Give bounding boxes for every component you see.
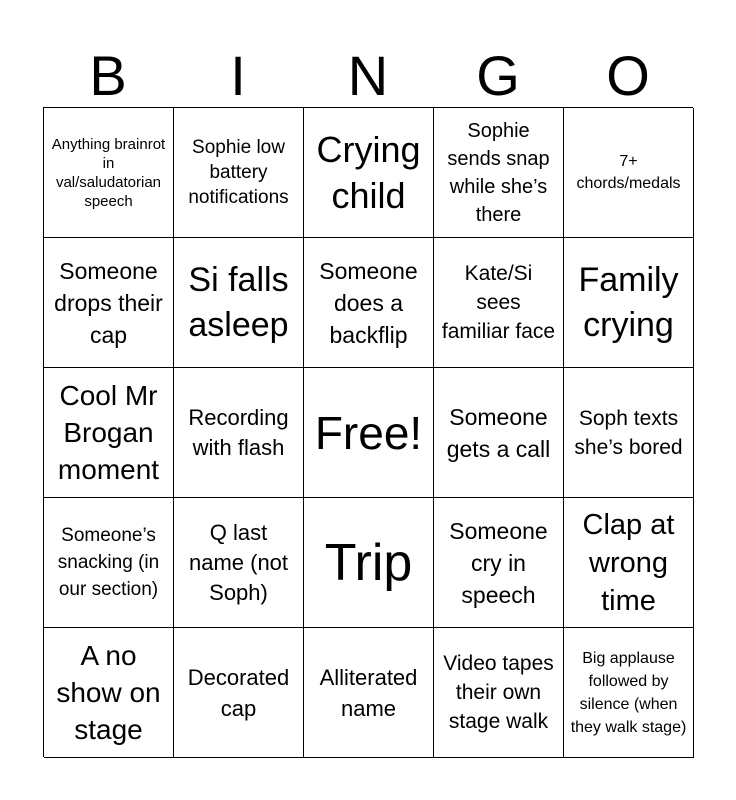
bingo-cell-text: Crying child	[316, 128, 421, 216]
bingo-cell-text: Sophie low battery notifications	[188, 137, 289, 208]
bingo-cell-text: Someone’s snacking (in our section)	[57, 525, 160, 600]
header-letter-i: I	[230, 44, 246, 107]
bingo-cell-text: Alliterated name	[319, 664, 418, 721]
bingo-cell[interactable]	[304, 108, 434, 238]
bingo-cell[interactable]	[304, 238, 434, 368]
bingo-cell-text: Someone drops their cap	[54, 257, 163, 348]
bingo-cell[interactable]	[434, 368, 564, 498]
header-letter-b: B	[89, 44, 127, 107]
bingo-cell[interactable]	[564, 108, 694, 238]
bingo-cell[interactable]	[564, 498, 694, 628]
bingo-cell[interactable]	[174, 498, 304, 628]
bingo-cell-text: Clap at wrong time	[582, 508, 675, 617]
bingo-cell[interactable]	[174, 108, 304, 238]
header-letter-o: O	[606, 44, 650, 107]
bingo-cell-text: A no show on stage	[56, 640, 161, 745]
free-space[interactable]	[304, 368, 434, 498]
bingo-cell[interactable]	[434, 108, 564, 238]
bingo-cell-text: Decorated cap	[187, 664, 290, 721]
bingo-cell-text: Soph texts she’s bored	[574, 406, 683, 459]
bingo-cell-text: Someone does a backflip	[319, 257, 418, 348]
bingo-cell[interactable]	[44, 108, 174, 238]
bingo-cell-text: Anything brainrot in val/saludatorian speech	[51, 135, 166, 210]
bingo-cell[interactable]	[564, 628, 694, 758]
bingo-board	[43, 107, 693, 757]
header-letter-g: G	[476, 44, 520, 107]
header-letter-n: N	[347, 44, 389, 107]
bingo-cell[interactable]	[564, 368, 694, 498]
bingo-cell-text: Recording with flash	[188, 404, 289, 460]
bingo-cell-text: Family crying	[578, 260, 679, 344]
bingo-cell-text: Sophie sends snap while she’s there	[447, 119, 550, 226]
bingo-cell[interactable]	[174, 238, 304, 368]
bingo-cell[interactable]	[434, 238, 564, 368]
bingo-cell-text: 7+ chords/medals	[576, 152, 681, 192]
bingo-cell-text: Big applause followed by silence (when they walk stage)	[570, 649, 687, 736]
bingo-cell-text: Si falls asleep	[188, 260, 289, 344]
bingo-header	[43, 44, 693, 108]
free-space-text: Free!	[314, 406, 423, 459]
bingo-cell[interactable]	[304, 498, 434, 628]
bingo-cell[interactable]	[564, 238, 694, 368]
bingo-cell-text: Someone gets a call	[446, 403, 551, 462]
bingo-cell[interactable]	[434, 498, 564, 628]
bingo-cell[interactable]	[44, 368, 174, 498]
bingo-cell[interactable]	[44, 628, 174, 758]
bingo-cell[interactable]	[44, 498, 174, 628]
bingo-cell-text: Q last name (not Soph)	[188, 519, 289, 605]
bingo-cell-text: Cool Mr Brogan moment	[57, 380, 160, 485]
bingo-cell-text: Someone cry in speech	[449, 517, 548, 608]
bingo-cell[interactable]	[44, 238, 174, 368]
bingo-cell-text: Kate/Si sees familiar face	[441, 262, 556, 343]
bingo-cell[interactable]	[304, 628, 434, 758]
bingo-cell[interactable]	[434, 628, 564, 758]
bingo-cell[interactable]	[174, 628, 304, 758]
bingo-cell[interactable]	[174, 368, 304, 498]
bingo-cell-text: Video tapes their own stage walk	[443, 652, 554, 733]
bingo-cell-text: Trip	[324, 533, 413, 592]
